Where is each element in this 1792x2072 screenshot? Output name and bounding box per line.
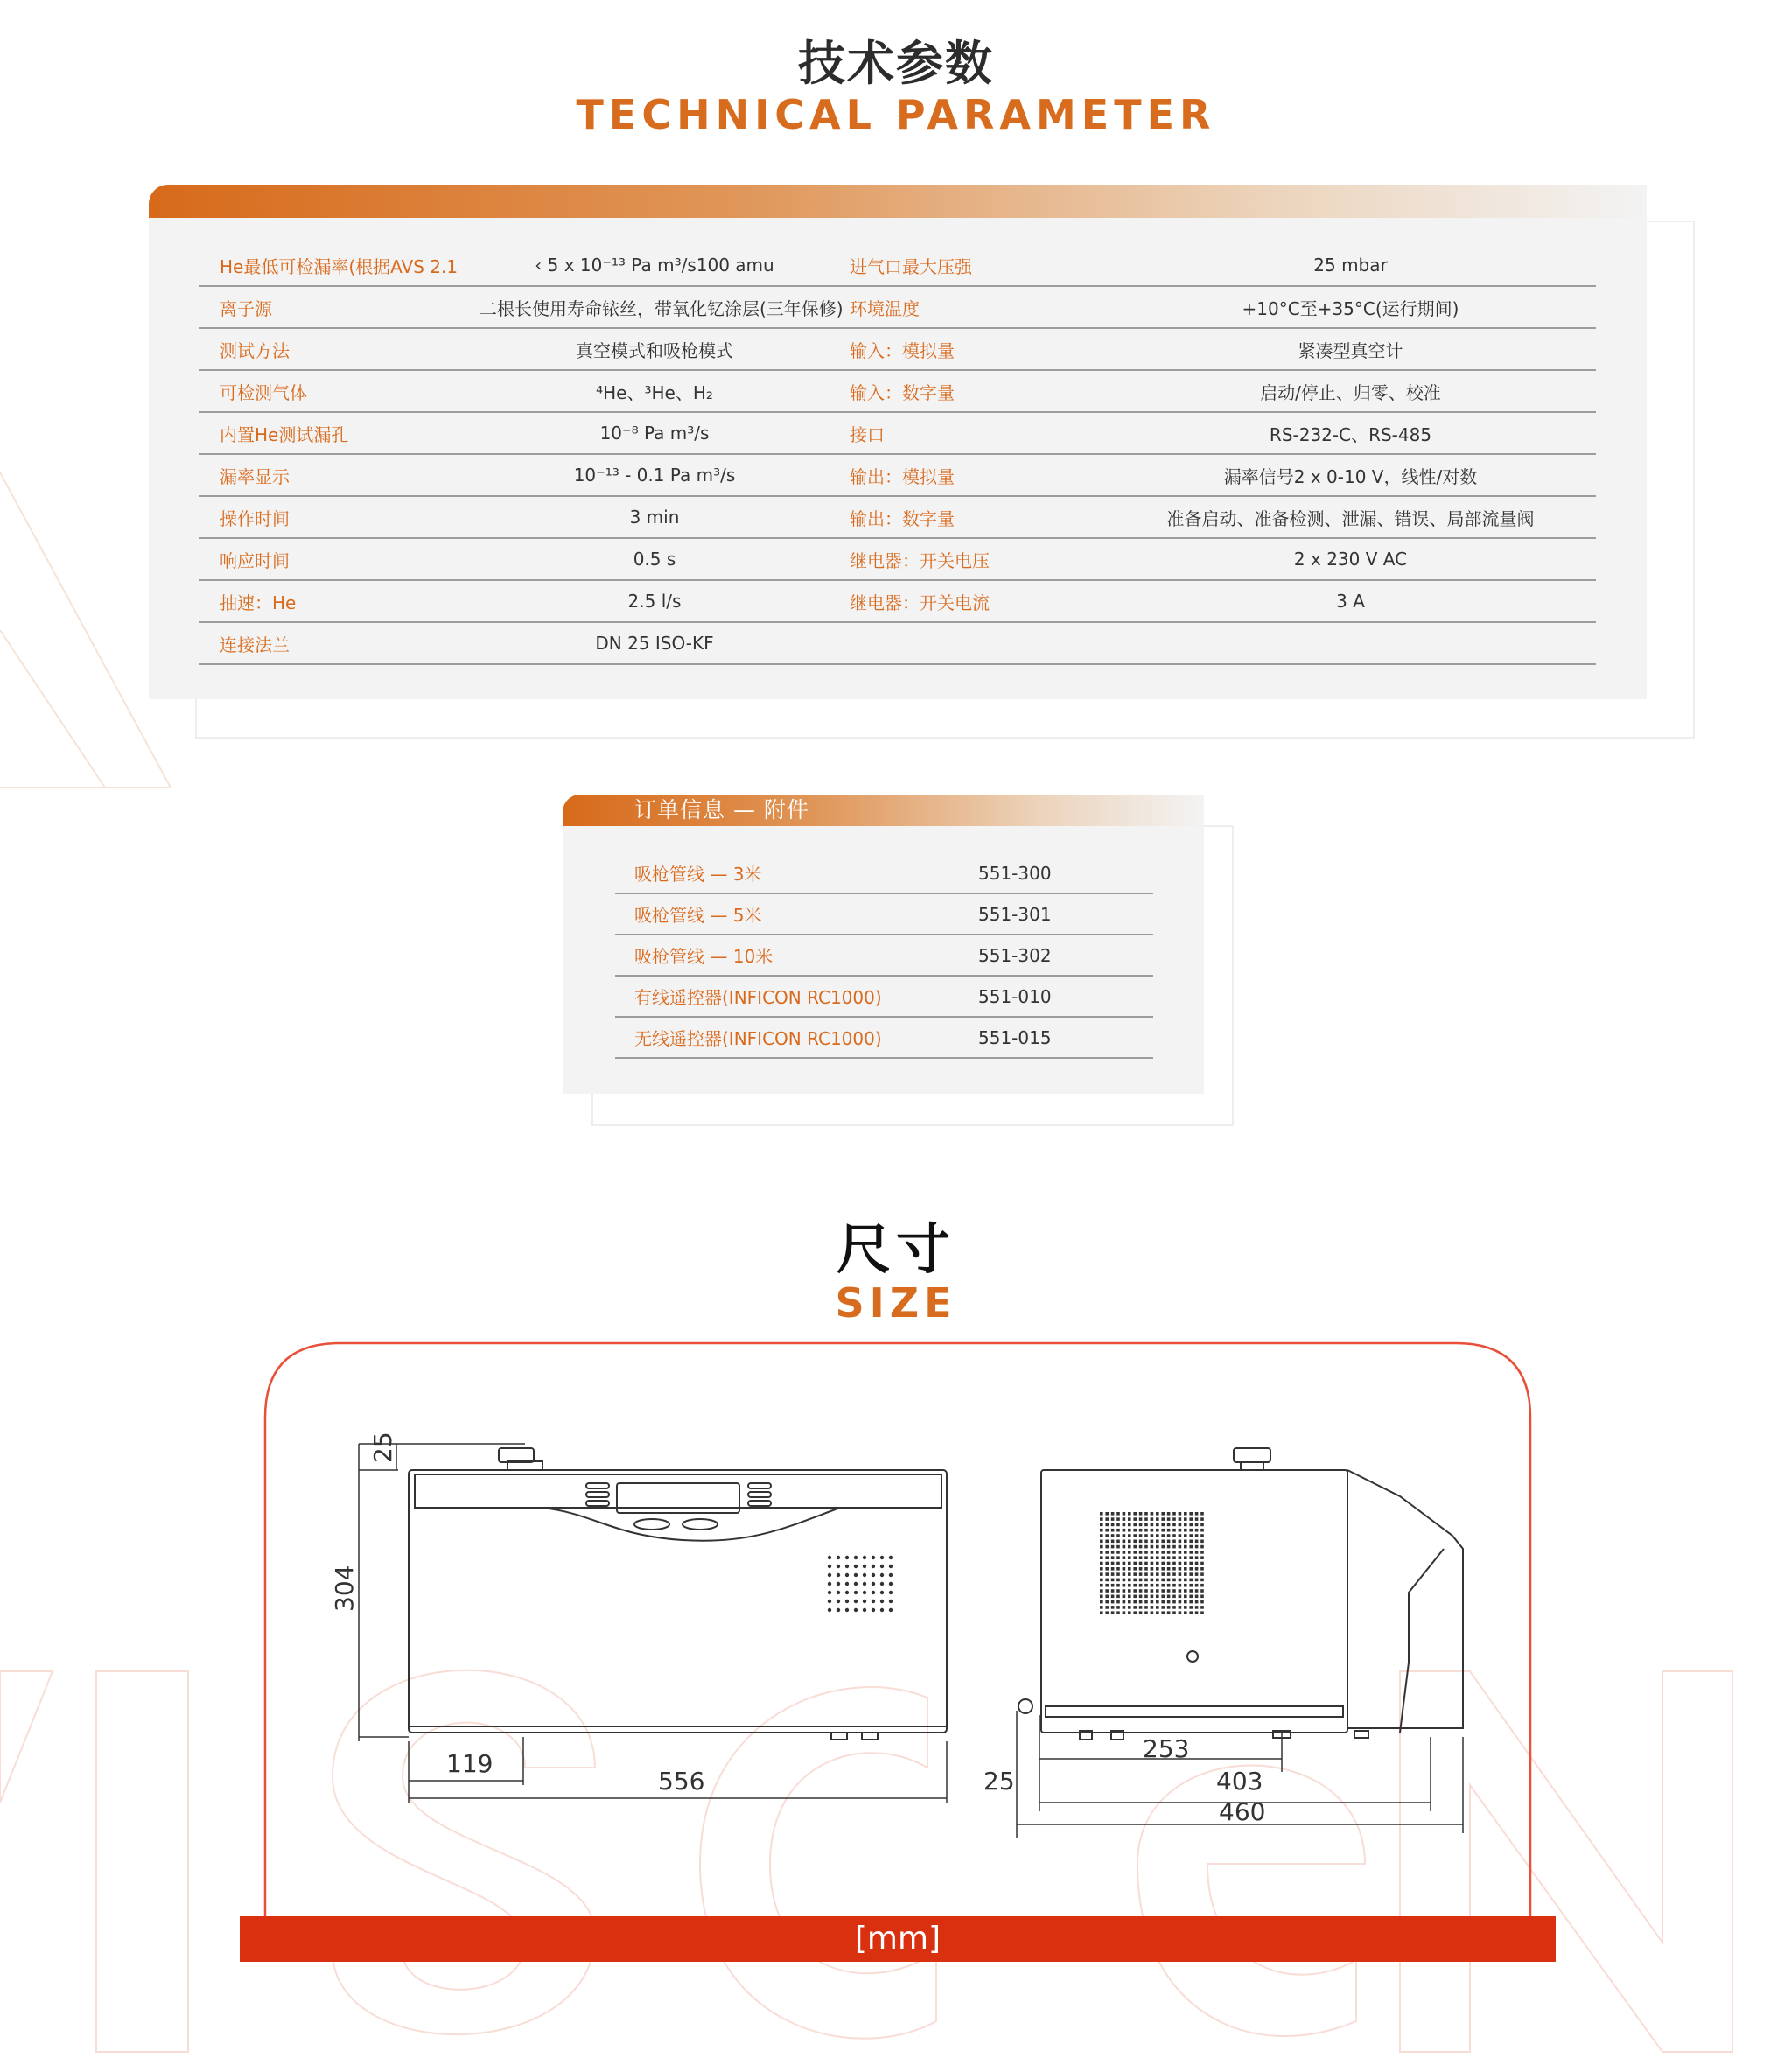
spec-label: 连接法兰 bbox=[200, 622, 480, 664]
order-item-label: 有线遥控器(INFICON RC1000) bbox=[615, 976, 978, 1017]
order-item-code: 551-015 bbox=[978, 1017, 1153, 1058]
spec-value: 二根长使用寿命铱丝，带氧化钇涂层(三年保修) bbox=[480, 286, 830, 328]
order-item-label: 吸枪管线 — 10米 bbox=[615, 934, 978, 976]
dim-inner-depth: 253 bbox=[1143, 1734, 1190, 1763]
order-row bbox=[615, 976, 1153, 1017]
table-row bbox=[200, 412, 1596, 454]
size-title-en: SIZE bbox=[835, 1279, 957, 1326]
table-row bbox=[200, 580, 1596, 622]
spec-value: 紧凑型真空计 bbox=[1105, 328, 1596, 370]
spec-label: 响应时间 bbox=[200, 538, 480, 580]
table-row bbox=[200, 496, 1596, 538]
spec-label: 进气口最大压强 bbox=[830, 245, 1105, 286]
spec-value: 10⁻⁸ Pa m³/s bbox=[480, 412, 830, 454]
spec-label: 接口 bbox=[830, 412, 1105, 454]
table-row bbox=[200, 622, 1596, 664]
spec-value: 启动/停止、归零、校准 bbox=[1105, 370, 1596, 412]
dim-top-flange: 25 bbox=[368, 1432, 397, 1463]
order-row bbox=[615, 893, 1153, 934]
dim-mid-depth: 403 bbox=[1216, 1767, 1264, 1796]
dim-total-depth: 460 bbox=[1219, 1797, 1266, 1826]
spec-label: 继电器：开关电流 bbox=[830, 580, 1105, 622]
spec-value: 真空模式和吸枪模式 bbox=[480, 328, 830, 370]
spec-label: He最低可检漏率(根据AVS 2.1 bbox=[200, 245, 480, 286]
order-item-label: 吸枪管线 — 5米 bbox=[615, 893, 978, 934]
spec-label: 漏率显示 bbox=[200, 454, 480, 496]
table-row bbox=[200, 454, 1596, 496]
spec-label: 可检测气体 bbox=[200, 370, 480, 412]
spec-value: 3 A bbox=[1105, 580, 1596, 622]
order-row bbox=[615, 934, 1153, 976]
section-title-en: TECHNICAL PARAMETER bbox=[576, 91, 1216, 138]
spec-label: 操作时间 bbox=[200, 496, 480, 538]
order-item-code: 551-300 bbox=[978, 853, 1153, 893]
spec-label: 离子源 bbox=[200, 286, 480, 328]
tech-parameter-panel bbox=[149, 185, 1647, 699]
spec-value: 准备启动、准备检测、泄漏、错误、局部流量阀 bbox=[1105, 496, 1596, 538]
dim-width: 556 bbox=[658, 1767, 705, 1796]
table-row bbox=[200, 328, 1596, 370]
unit-label-bar: [mm] bbox=[240, 1916, 1556, 1962]
order-item-label: 吸枪管线 — 3米 bbox=[615, 853, 978, 893]
spec-value: DN 25 ISO-KF bbox=[480, 622, 830, 664]
spec-value: 25 mbar bbox=[1105, 245, 1596, 286]
dim-rear-offset: 25 bbox=[984, 1767, 1015, 1796]
spec-label: 抽速：He bbox=[200, 580, 480, 622]
spec-label: 继电器：开关电压 bbox=[830, 538, 1105, 580]
spec-value: +10°C至+35°C(运行期间) bbox=[1105, 286, 1596, 328]
section-title-cn: 技术参数 bbox=[798, 36, 994, 91]
spec-value: 漏率信号2 x 0-10 V，线性/对数 bbox=[1105, 454, 1596, 496]
order-row bbox=[615, 853, 1153, 893]
spec-label: 测试方法 bbox=[200, 328, 480, 370]
spec-value bbox=[1105, 622, 1596, 664]
table-row bbox=[200, 245, 1596, 286]
tech-panel-header-bar bbox=[149, 185, 1647, 218]
spec-label: 输入：模拟量 bbox=[830, 328, 1105, 370]
table-row bbox=[200, 538, 1596, 580]
order-item-label: 无线遥控器(INFICON RC1000) bbox=[615, 1017, 978, 1058]
spec-label: 输出：模拟量 bbox=[830, 454, 1105, 496]
spec-label: 输入：数字量 bbox=[830, 370, 1105, 412]
table-row bbox=[200, 370, 1596, 412]
spec-label: 内置He测试漏孔 bbox=[200, 412, 480, 454]
spec-value: 2 x 230 V AC bbox=[1105, 538, 1596, 580]
spec-value: ‹ 5 x 10⁻¹³ Pa m³/s100 amu bbox=[480, 245, 830, 286]
order-row bbox=[615, 1017, 1153, 1058]
spec-label: 环境温度 bbox=[830, 286, 1105, 328]
spec-table bbox=[200, 245, 1596, 665]
spec-value: 0.5 s bbox=[480, 538, 830, 580]
spec-value: 3 min bbox=[480, 496, 830, 538]
order-panel-title: 订单信息 — 附件 bbox=[634, 797, 809, 822]
order-info-panel bbox=[563, 794, 1204, 1094]
table-row bbox=[200, 286, 1596, 328]
spec-label bbox=[830, 622, 1105, 664]
dim-height: 304 bbox=[330, 1564, 359, 1612]
order-item-code: 551-302 bbox=[978, 934, 1153, 976]
dim-foot-offset: 119 bbox=[446, 1749, 494, 1778]
order-table bbox=[615, 853, 1153, 1059]
spec-label: 输出：数字量 bbox=[830, 496, 1105, 538]
spec-value: ⁴He、³He、H₂ bbox=[480, 370, 830, 412]
spec-value: 10⁻¹³ - 0.1 Pa m³/s bbox=[480, 454, 830, 496]
order-item-code: 551-301 bbox=[978, 893, 1153, 934]
spec-value: RS-232-C、RS-485 bbox=[1105, 412, 1596, 454]
order-item-code: 551-010 bbox=[978, 976, 1153, 1017]
spec-value: 2.5 l/s bbox=[480, 580, 830, 622]
size-title-cn: 尺寸 bbox=[836, 1217, 956, 1281]
